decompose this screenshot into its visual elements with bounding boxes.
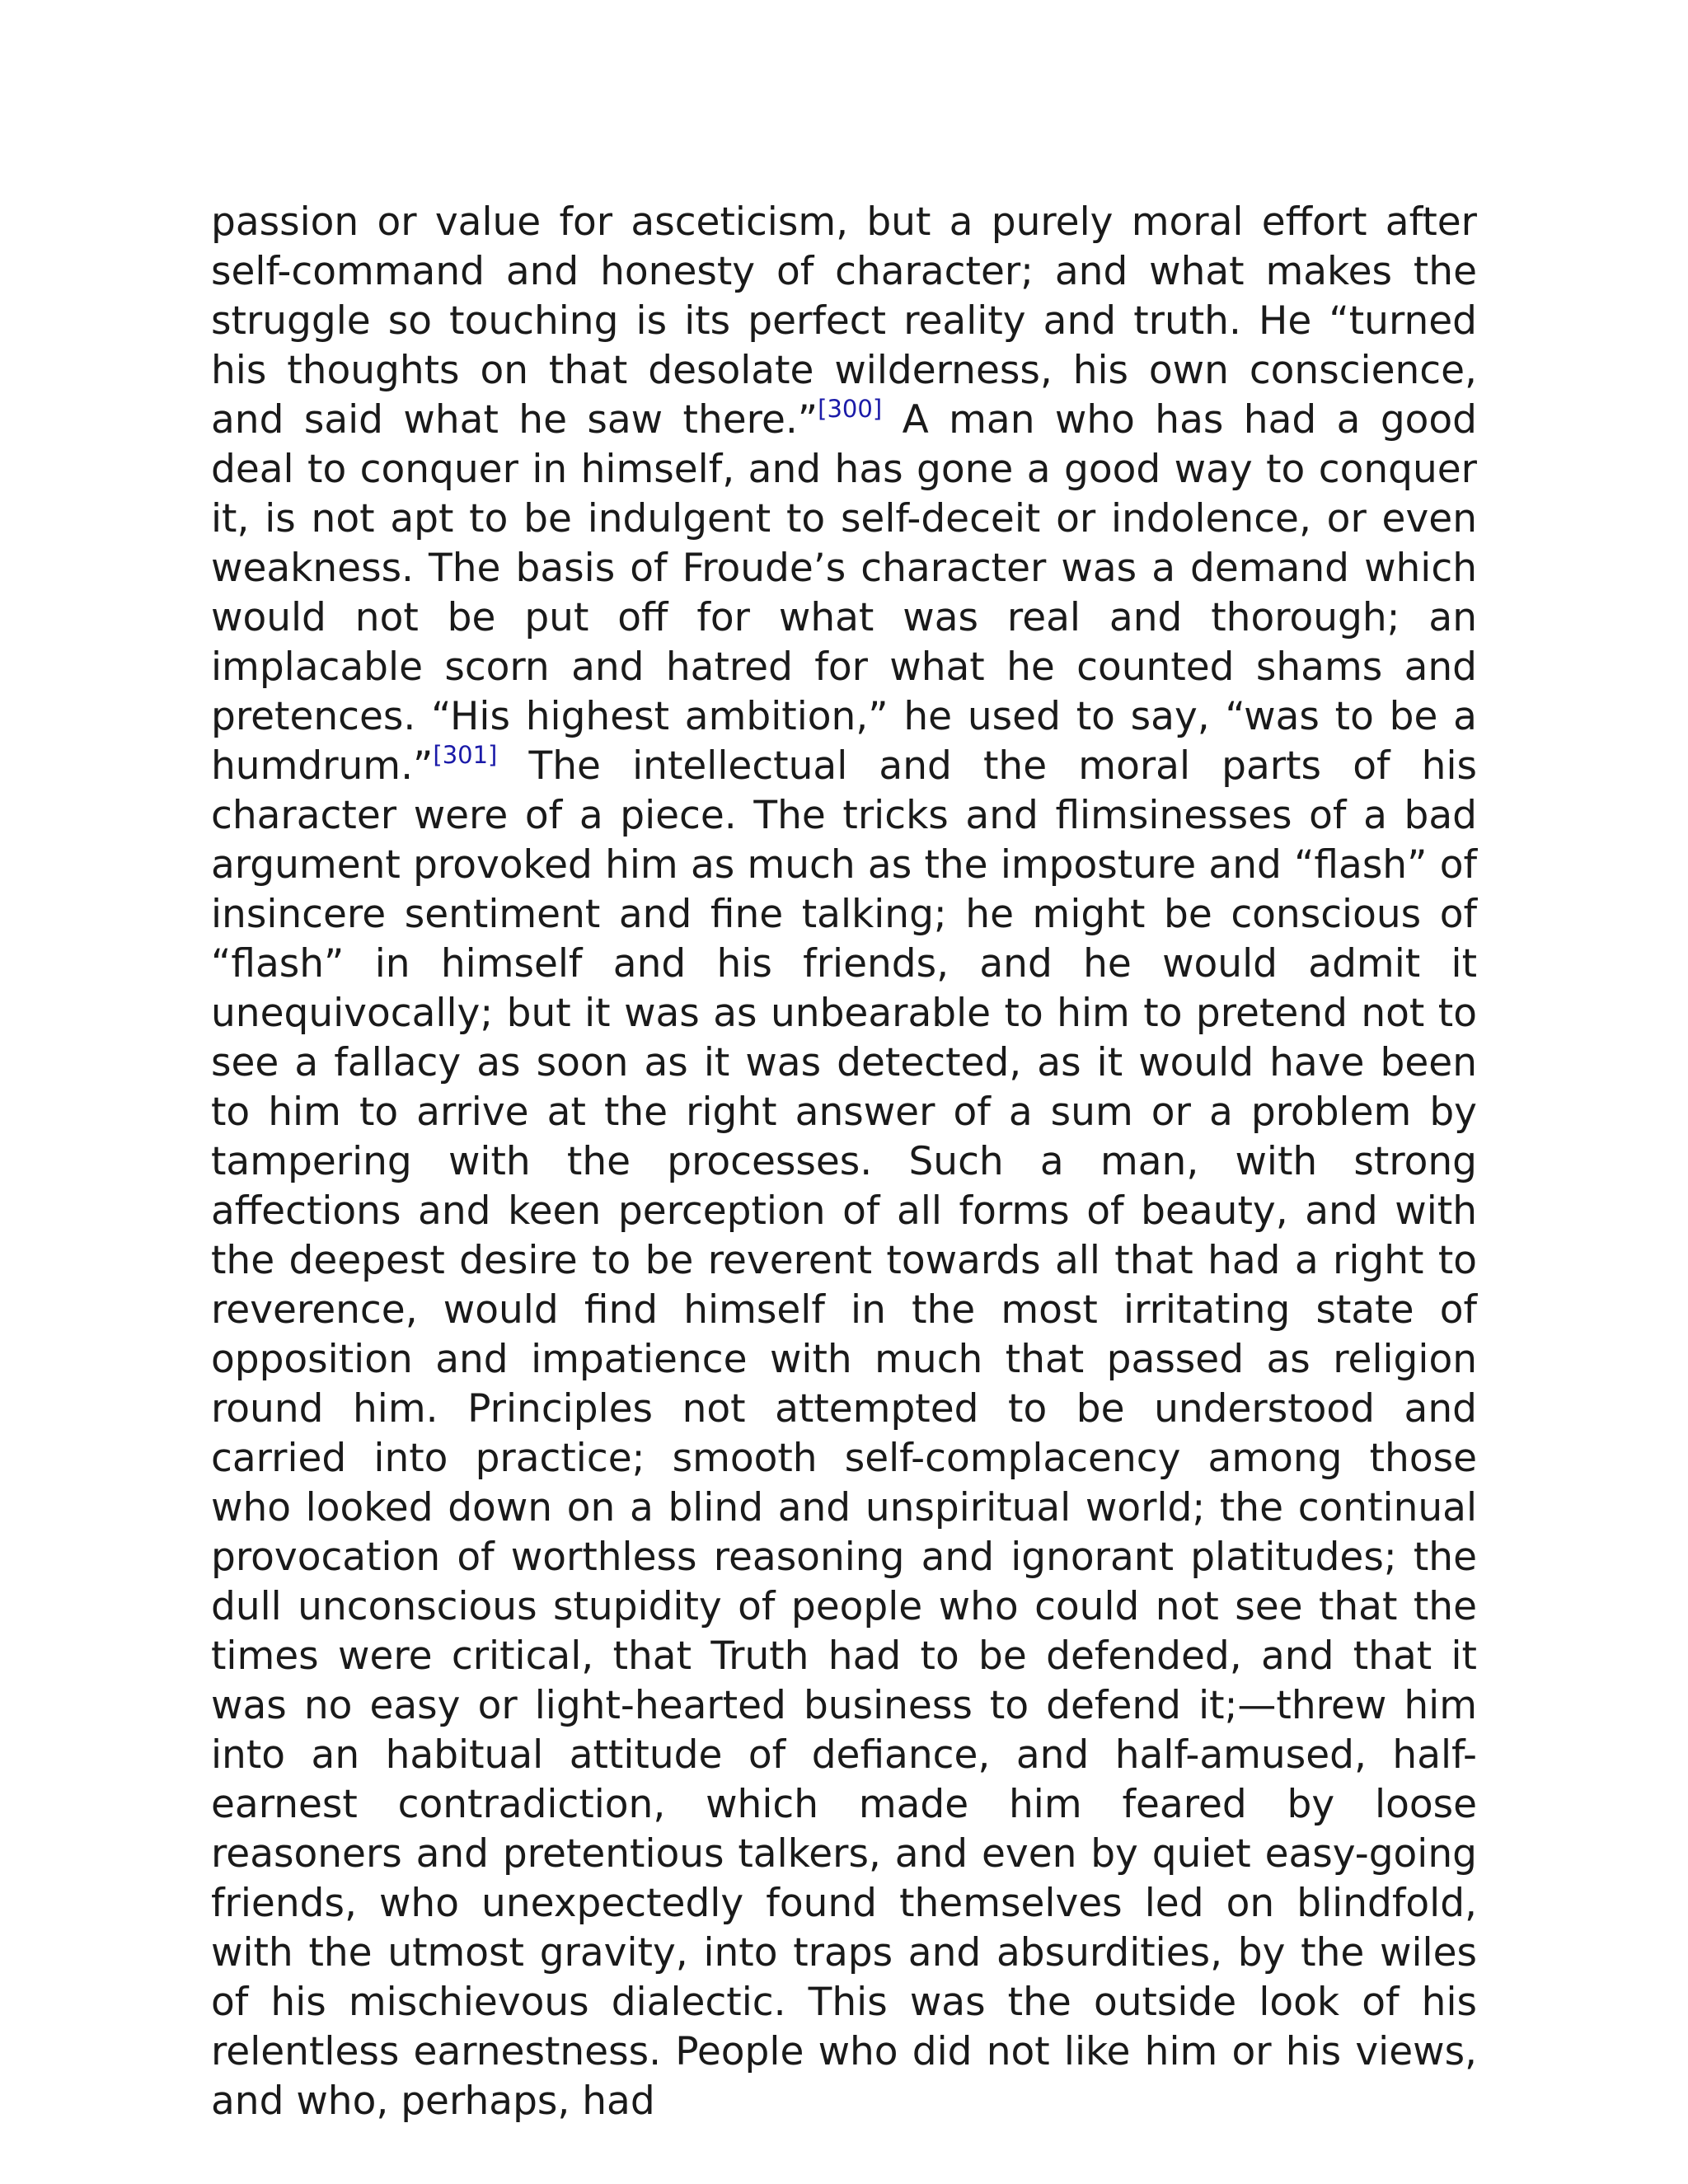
body-paragraph <box>211 198 1477 2126</box>
paragraph-text-part-1: passion or value for asceticism, but a purely moral effort after self-command and honesty of character; and what makes the struggle so touching is its perfect reality and truth. He “turned his thoughts on that desolate wilderness, his own conscience, and said what he saw there.” <box>211 199 1477 443</box>
paragraph-text-part-3: The intellectual and the moral parts of his character were of a piece. The tricks and flimsinesses of a bad argument provoked him as much as the imposture and “flash” of insincere sentiment and fine talking; he might be conscious of “flash” in himself and his friends, and he would admit it unequivocally; but it was as unbearable to him to pretend not to see a fallacy as soon as it was detected, as it would have been to him to arrive at the right answer of a sum or a problem by tampering with the processes. Such a man, with strong affections and keen perception of all forms of beauty, and with the deepest desire to be reverent towards all that had a right to reverence, would find himself in the most irritating state of opposition and impatience with much that passed as religion round him. Principles not attempted to be understood and carried into practice; smooth self-complacency among those who looked down on a blind and unspiritual world; the continual provocation of worthless reasoning and ignorant platitudes; the dull unconscious stupidity of people who could not see that the times were critical, that Truth had to be defended, and that it was no easy or light-hearted business to defend it;—threw him into an habitual attitude of defiance, and half-amused, half-earnest contradiction, which made him feared by loose reasoners and pretentious talkers, and even by quiet easy-going friends, who unexpectedly found themselves led on blindfold, with the utmost gravity, into traps and absurdities, by the wiles of his mischievous dialectic. This was the outside look of his relentless earnestness. People who did not like him or his views, and who, perhaps, had <box>211 743 1477 2124</box>
footnote-link-300[interactable]: [300] <box>818 395 883 423</box>
paragraph-text-part-2: A man who has had a good deal to conquer in himself, and has gone a good way to conquer it, is not apt to be indulgent to self-deceit or indolence, or even weakness. The basis of Froude’s character was a demand which would not be put off for what was real and thorough; an implacable scorn and hatred for what he counted shams and pretences. “His highest ambition,” he used to say, “was to be a humdrum.” <box>211 397 1477 789</box>
footnote-link-301[interactable]: [301] <box>433 741 498 769</box>
page-content <box>211 198 1477 2126</box>
